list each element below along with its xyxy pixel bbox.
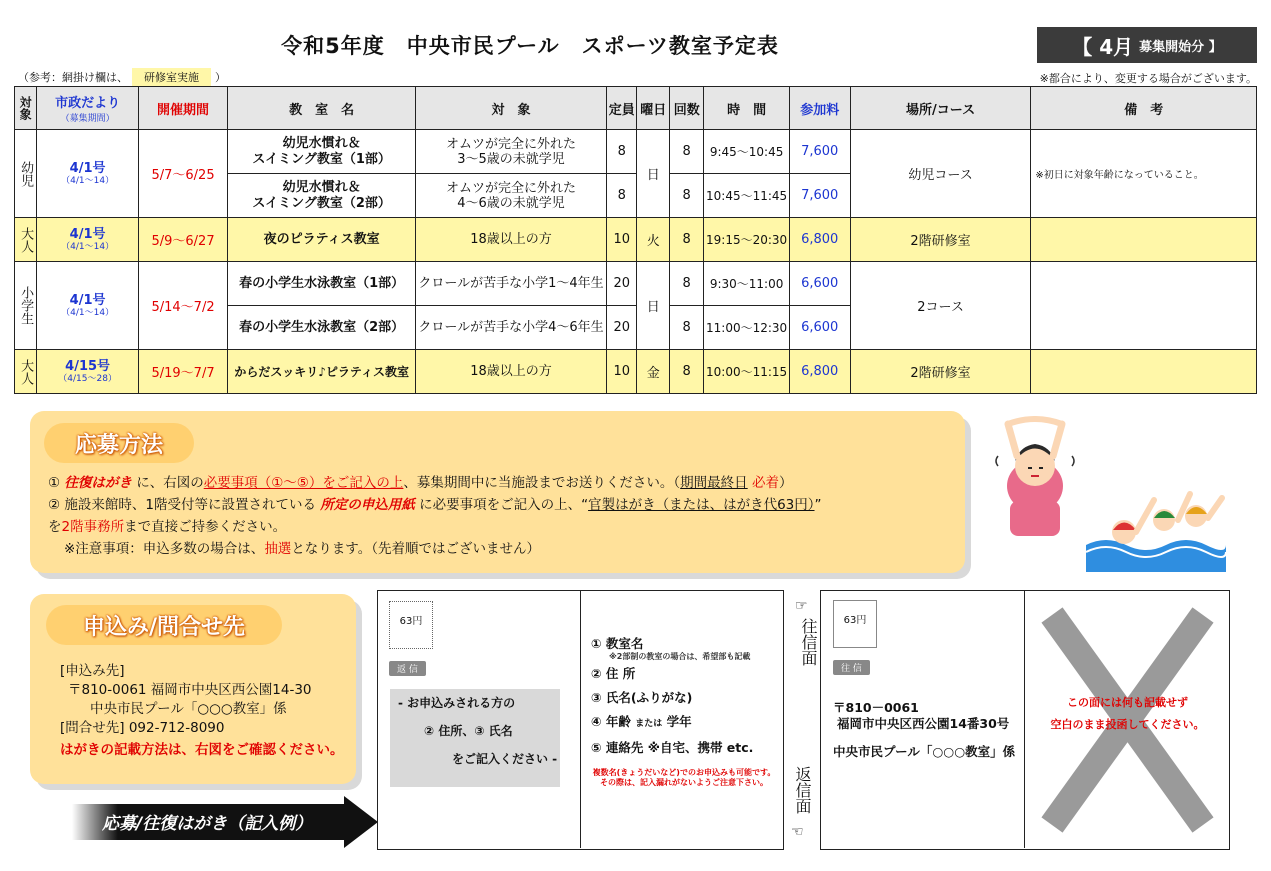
th-target-short: 対象 <box>15 87 37 130</box>
count-cell: 8 <box>669 262 704 306</box>
th-count: 回数 <box>669 87 704 130</box>
contact-address: 〒810-0061 福岡市中央区西公園14-30 <box>68 682 312 698</box>
stretching-woman-illustration <box>990 416 1080 536</box>
reply-box-line-1: - お申込みされる方の <box>398 696 516 710</box>
fee-cell: 6,600 <box>789 306 850 350</box>
weekday-cell: 金 <box>637 350 669 394</box>
outgoing-label: 往信面 <box>799 618 818 666</box>
page-title: 令和5年度 中央市民プール スポーツ教室予定表 <box>281 34 779 58</box>
example-arrow <box>72 796 380 848</box>
reply-box-line-3: をご記入ください - <box>452 752 558 766</box>
legend-chip: 研修室実施 <box>132 68 211 86</box>
remarks-cell <box>1031 350 1257 394</box>
class-name-cell: 幼児水慣れ＆ スイミング教室（1部） <box>228 130 416 174</box>
outgoing-address <box>833 700 1015 760</box>
count-cell: 8 <box>669 350 704 394</box>
blank-note-line-2: 空白のまま投函してください。 <box>1050 718 1205 731</box>
time-cell: 9:45～10:45 <box>704 130 789 174</box>
th-target: 対 象 <box>416 87 607 130</box>
count-cell: 8 <box>669 174 704 218</box>
capacity-cell: 20 <box>607 262 637 306</box>
count-cell: 8 <box>669 130 704 174</box>
th-time: 時 間 <box>704 87 789 130</box>
weekday-cell: 日 <box>637 262 669 350</box>
multi-apply-note: 複数名(きょうだいなど)でのお申込みも可能です。 <box>592 768 776 777</box>
group-label: 小学生 <box>15 262 37 350</box>
schedule-table <box>14 86 1257 394</box>
issue-cell: 4/1号 （4/1～14） <box>37 218 139 262</box>
legend-prefix: （参考：網掛け欄は、 <box>18 71 128 84</box>
time-cell: 11:00～12:30 <box>704 306 789 350</box>
class-name-cell: 春の小学生水泳教室（1部） <box>228 262 416 306</box>
th-remarks: 備 考 <box>1031 87 1257 130</box>
header-row <box>15 87 1257 130</box>
reply-tag: 返 信 <box>389 661 426 676</box>
badge-suffix: 募集開始分 】 <box>1139 39 1222 55</box>
th-place: 場所/コース <box>850 87 1031 130</box>
reply-label: 返信面 <box>793 766 812 814</box>
contact-phone: [問合せ先] 092-712-8090 <box>60 720 225 736</box>
item-class-note: ※2部制の教室の場合は、希望部も記載 <box>609 652 751 661</box>
fee-cell: 7,600 <box>789 130 850 174</box>
th-class-name: 教 室 名 <box>228 87 416 130</box>
method-body <box>48 472 968 560</box>
fee-cell: 6,800 <box>789 350 850 394</box>
item-contact: ⑤ 連絡先 ※自宅、携帯 etc. <box>591 740 754 755</box>
class-name-cell: 幼児水慣れ＆ スイミング教室（2部） <box>228 174 416 218</box>
method-line-1: ① 往復はがき に、右図の必要事項（①～⑤）をご記入の上、募集期間中に当施設までお送りください。（期間最終日 必着） <box>48 475 793 491</box>
change-note: ※都合により、変更する場合がございます。 <box>1039 72 1257 85</box>
table-row <box>15 218 1257 262</box>
th-period: 開催期間 <box>138 87 227 130</box>
reply-stamp: 63円 <box>389 601 433 649</box>
outgoing-tag: 往 信 <box>833 660 870 675</box>
required-items-list <box>591 636 777 788</box>
card-divider <box>580 590 581 848</box>
item-class-name: ① 教室名 <box>591 636 644 651</box>
weekday-cell: 日 <box>637 130 669 218</box>
legend-note <box>18 68 226 86</box>
table-row <box>15 262 1257 306</box>
example-label: 応募/往復はがき（記入例） <box>102 814 313 834</box>
item-name: ③ 氏名(ふりがな) <box>591 690 693 705</box>
time-cell: 9:30～11:00 <box>704 262 789 306</box>
fee-cell: 6,600 <box>789 262 850 306</box>
class-name-cell: 夜のピラティス教室 <box>228 218 416 262</box>
period-cell: 5/7～6/25 <box>138 130 227 218</box>
reply-address-box <box>390 689 560 787</box>
remarks-cell <box>1031 218 1257 262</box>
outgoing-recipient: 中央市民プール「○○○教室」係 <box>833 744 1016 759</box>
time-cell: 19:15～20:30 <box>704 218 789 262</box>
pointing-hand-right-icon: ☞ <box>795 598 808 614</box>
class-name-cell: 春の小学生水泳教室（2部） <box>228 306 416 350</box>
capacity-cell: 20 <box>607 306 637 350</box>
issue-cell: 4/1号 （4/1～14） <box>37 262 139 350</box>
place-cell: 2階研修室 <box>850 218 1031 262</box>
issue-cell: 4/15号 （4/15～28） <box>37 350 139 394</box>
method-line-2: ② 施設来館時、1階受付等に設置されている 所定の申込用紙 に必要事項をご記入の上、“官製はがき（または、はがき代63円）” <box>48 497 822 513</box>
target-cell: 18歳以上の方 <box>416 218 607 262</box>
period-cell: 5/14～7/2 <box>138 262 227 350</box>
count-cell: 8 <box>669 306 704 350</box>
capacity-cell: 10 <box>607 350 637 394</box>
th-fee: 参加料 <box>789 87 850 130</box>
issue-cell: 4/1号 （4/1～14） <box>37 130 139 218</box>
remarks-cell <box>1031 262 1257 350</box>
target-cell: オムツが完全に外れた 3～5歳の未就学児 <box>416 130 607 174</box>
pointing-hand-left-icon: ☜ <box>791 824 804 840</box>
target-cell: クロールが苦手な小学4～6年生 <box>416 306 607 350</box>
contact-line-1: [申込み先] <box>60 663 125 679</box>
group-label: 大人 <box>15 218 37 262</box>
period-cell: 5/9～6/27 <box>138 218 227 262</box>
multi-apply-warning: その際は、記入漏れがないようご注意下さい。 <box>600 778 768 787</box>
group-label: 大人 <box>15 350 37 394</box>
method-heading: 応募方法 <box>44 423 194 463</box>
weekday-cell: 火 <box>637 218 669 262</box>
time-cell: 10:00～11:15 <box>704 350 789 394</box>
contact-heading: 申込み/問合せ先 <box>46 605 282 645</box>
capacity-cell: 8 <box>607 174 637 218</box>
outgoing-zip: 〒810－0061 <box>833 700 919 715</box>
th-weekday: 曜日 <box>637 87 669 130</box>
outgoing-stamp: 63円 <box>833 600 877 648</box>
group-label: 幼児 <box>15 130 37 218</box>
contact-recipient: 中央市民プール「○○○教室」係 <box>90 701 287 717</box>
capacity-cell: 10 <box>607 218 637 262</box>
table-row <box>15 350 1257 394</box>
table-row <box>15 130 1257 174</box>
target-cell: クロールが苦手な小学1～4年生 <box>416 262 607 306</box>
contact-body <box>60 662 360 760</box>
blank-note-line-1: この面には何も記載せず <box>1067 696 1188 709</box>
month-badge <box>1037 27 1257 63</box>
place-cell: 幼児コース <box>850 130 1031 218</box>
blank-side-note <box>1030 692 1225 736</box>
fee-cell: 7,600 <box>789 174 850 218</box>
remarks-cell: ※初日に対象年齢になっていること。 <box>1031 130 1257 218</box>
method-line-3: を2階事務所まで直接ご持参ください。 <box>48 519 287 535</box>
place-cell: 2階研修室 <box>850 350 1031 394</box>
reply-box-line-2: ② 住所、③ 氏名 <box>424 724 513 738</box>
item-address: ② 住 所 <box>591 666 636 681</box>
class-name-cell: からだスッキリ♪ピラティス教室 <box>228 350 416 394</box>
th-issue: 市政だより （募集期間） <box>37 87 139 130</box>
legend-suffix: ） <box>215 71 226 84</box>
fee-cell: 6,800 <box>789 218 850 262</box>
badge-month: 【 4月 <box>1072 34 1134 59</box>
time-cell: 10:45～11:45 <box>704 174 789 218</box>
period-cell: 5/19～7/7 <box>138 350 227 394</box>
item-age: ④ 年齢 または 学年 <box>591 714 692 729</box>
contact-note: はがきの記載方法は、右図をご確認ください。 <box>60 742 344 758</box>
outgoing-card-divider <box>1024 590 1025 848</box>
target-cell: オムツが完全に外れた 4～6歳の未就学児 <box>416 174 607 218</box>
capacity-cell: 8 <box>607 130 637 174</box>
outgoing-street: 福岡市中央区西公園14番30号 <box>837 716 1010 731</box>
count-cell: 8 <box>669 218 704 262</box>
swimmers-illustration <box>1086 490 1226 572</box>
method-line-4: ※注意事項：申込多数の場合は、抽選となります。（先着順ではございません） <box>64 541 540 557</box>
place-cell: 2コース <box>850 262 1031 350</box>
th-capacity: 定員 <box>607 87 637 130</box>
target-cell: 18歳以上の方 <box>416 350 607 394</box>
